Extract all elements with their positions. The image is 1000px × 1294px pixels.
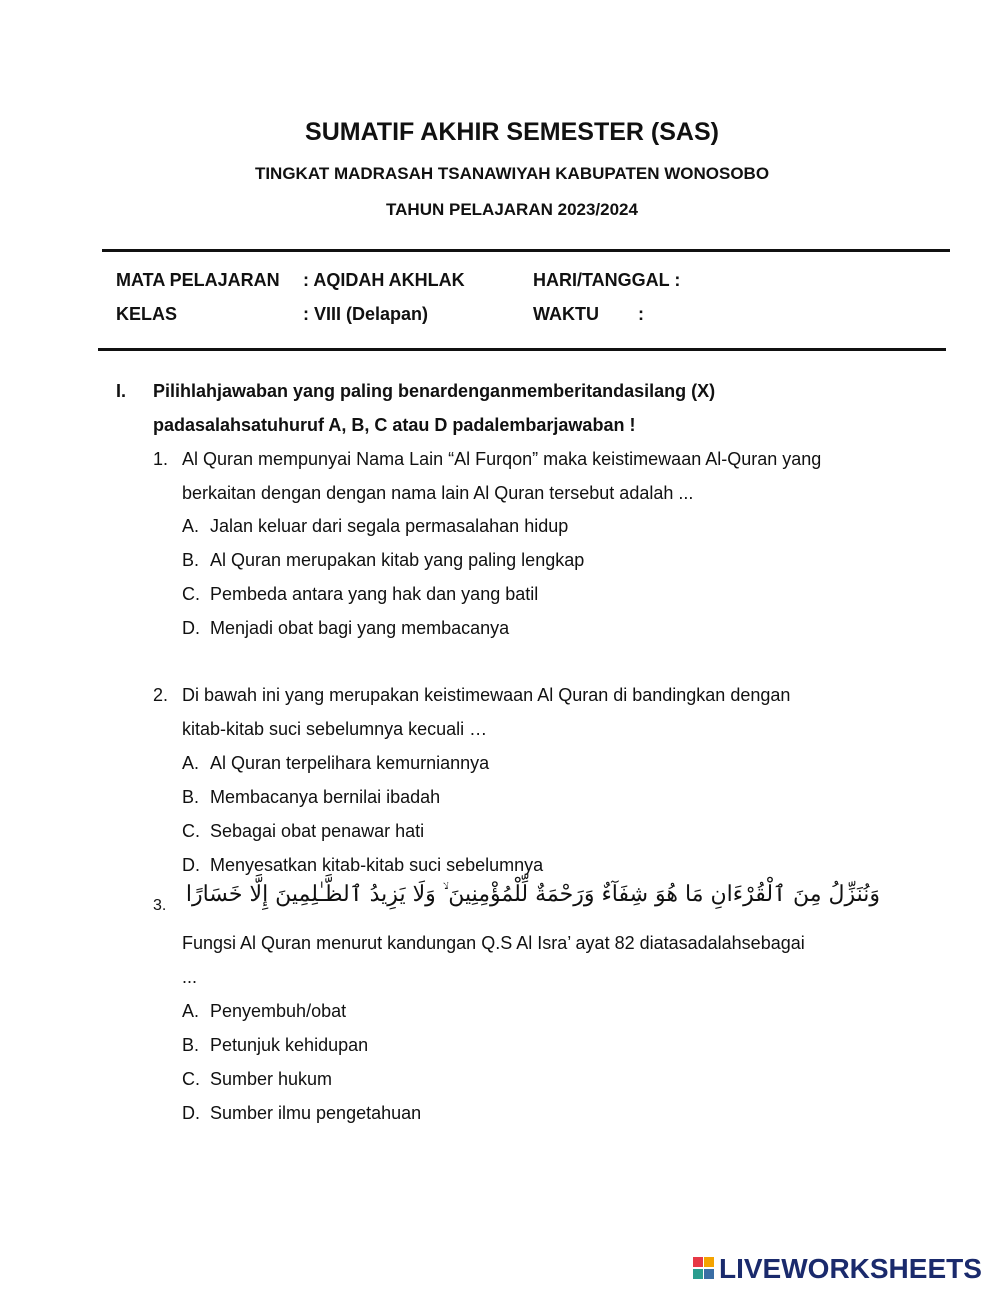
option-letter-a: A. bbox=[182, 753, 200, 773]
top-divider bbox=[102, 249, 950, 252]
option-b-text: Al Quran merupakan kitab yang paling lengkap bbox=[210, 550, 585, 570]
question-number: 1. bbox=[153, 449, 169, 469]
option-c-text: Sebagai obat penawar hati bbox=[210, 821, 425, 841]
page-title: SUMATIF AKHIR SEMESTER (SAS) bbox=[305, 118, 719, 146]
class-value: : VIII (Delapan) bbox=[303, 304, 429, 324]
liveworksheets-logo[interactable] bbox=[693, 1254, 982, 1284]
option-c-text: Sumber hukum bbox=[210, 1069, 333, 1089]
time-label: WAKTU bbox=[533, 304, 599, 324]
question-text-line: berkaitan dengan dengan nama lain Al Quran tersebut adalah ... bbox=[182, 483, 694, 503]
section-number: I. bbox=[116, 381, 127, 401]
option-letter-d: D. bbox=[182, 855, 200, 875]
option-b-text: Petunjuk kehidupan bbox=[210, 1035, 369, 1055]
instruction-line-2: padasalahsatuhuruf A, B, C atau D padalembarjawaban ! bbox=[153, 415, 636, 435]
option-d-text: Menjadi obat bagi yang membacanya bbox=[210, 618, 510, 638]
option-letter-b: B. bbox=[182, 550, 200, 570]
option-letter-c: C. bbox=[182, 584, 200, 604]
option-letter-c: C. bbox=[182, 821, 200, 841]
option-a-text: Jalan keluar dari segala permasalahan hidup bbox=[210, 516, 569, 536]
option-letter-b: B. bbox=[182, 787, 200, 807]
logo-text: LIVEWORKSHEETS bbox=[719, 1253, 982, 1284]
question-text-line: Fungsi Al Quran menurut kandungan Q.S Al Isra’ ayat 82 diatasadalahsebagai bbox=[182, 933, 805, 953]
question-number: 3. bbox=[153, 897, 167, 914]
day-date-label: HARI/TANGGAL : bbox=[533, 270, 681, 290]
question-text-line: Al Quran mempunyai Nama Lain “Al Furqon” maka keistimewaan Al-Quran yang bbox=[182, 449, 822, 469]
liveworksheets-logo-icon bbox=[693, 1257, 715, 1281]
option-a-text: Al Quran terpelihara kemurniannya bbox=[210, 753, 490, 773]
option-letter-a: A. bbox=[182, 1001, 200, 1021]
subject-value: : AQIDAH AKHLAK bbox=[303, 270, 465, 290]
option-letter-b: B. bbox=[182, 1035, 200, 1055]
quran-verse: وَنُنَزِّلُ مِنَ ٱلْقُرْءَانِ مَا هُوَ شِفَآءٌ وَرَحْمَةٌ لِّلْمُؤْمِنِينَ ۙ وَلَا يَزِيدُ ٱلظَّـٰلِمِينَ إِلَّا خَسَارًا bbox=[185, 882, 880, 907]
question-text-line: kitab-kitab suci sebelumnya kecuali … bbox=[182, 719, 488, 739]
question-text-line: Di bawah ini yang merupakan keistimewaan Al Quran di bandingkan dengan bbox=[182, 685, 791, 705]
page-subtitle: TINGKAT MADRASAH TSANAWIYAH KABUPATEN WONOSOBO bbox=[254, 164, 770, 183]
question-text-line: ... bbox=[182, 967, 198, 987]
option-b-text: Membacanya bernilai ibadah bbox=[210, 787, 441, 807]
option-letter-d: D. bbox=[182, 1103, 200, 1123]
option-letter-c: C. bbox=[182, 1069, 200, 1089]
bottom-divider bbox=[98, 348, 946, 351]
time-colon: : bbox=[638, 304, 644, 324]
question-number: 2. bbox=[153, 685, 169, 705]
option-d-text: Sumber ilmu pengetahuan bbox=[210, 1103, 422, 1123]
option-letter-a: A. bbox=[182, 516, 200, 536]
subject-label: MATA PELAJARAN bbox=[116, 270, 280, 290]
option-d-text: Menyesatkan kitab-kitab suci sebelumnya bbox=[210, 855, 544, 875]
option-letter-d: D. bbox=[182, 618, 200, 638]
option-a-text: Penyembuh/obat bbox=[210, 1001, 347, 1021]
academic-year: TAHUN PELAJARAN 2023/2024 bbox=[386, 200, 638, 219]
option-c-text: Pembeda antara yang hak dan yang batil bbox=[210, 584, 539, 604]
instruction-line-1: Pilihlahjawaban yang paling benardenganmemberitandasilang (X) bbox=[153, 381, 716, 401]
class-label: KELAS bbox=[116, 304, 178, 324]
